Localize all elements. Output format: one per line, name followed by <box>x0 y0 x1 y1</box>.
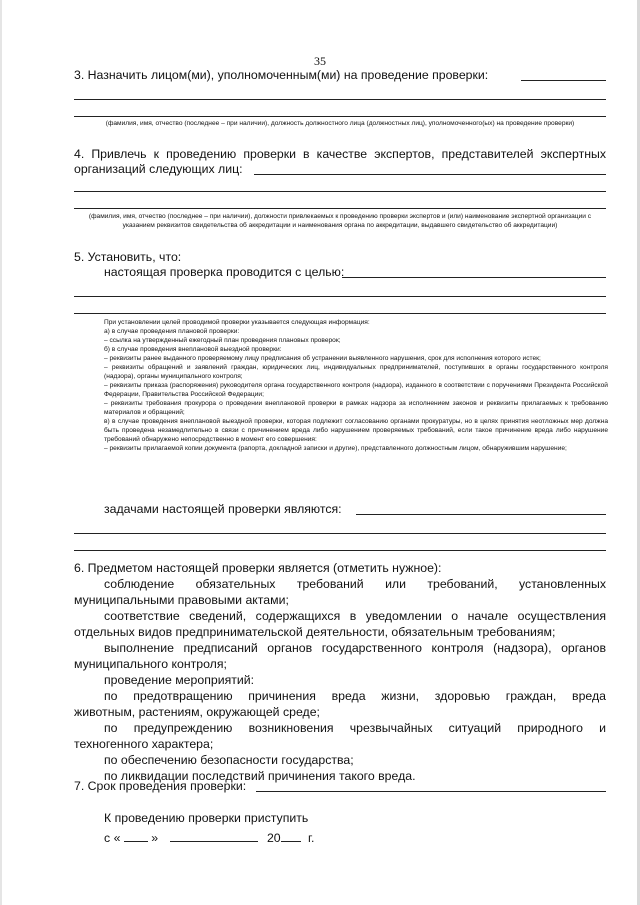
month-field[interactable] <box>170 830 258 842</box>
section-6-label: 6. Предметом настоящей проверки является (отметить нужное): <box>74 561 442 575</box>
start-label-text: К проведению проверки приступить <box>104 811 309 825</box>
section-3-caption: (фамилия, имя, отчество (последнее – при наличии), должность должностного лица (должностных лиц), уполномоченного(ых) на проведение проверки) <box>105 120 575 127</box>
section-4-caption: (фамилия, имя, отчество (последнее – при наличии), должности привлекаемых к проведению проверки экспертов и (или) наименование экспертной организации с указанием реквизитов свидетельства об аккредитации и наименования органа по аккредитации, выдавшего свидетельство об аккредитации) <box>88 213 592 229</box>
subject-item-3a[interactable]: выполнение предписаний органов государственного контроля (надзора), органов <box>104 641 606 655</box>
tasks-row <box>74 502 606 517</box>
section-3-line-3[interactable] <box>74 116 606 117</box>
goal-instructions-note <box>74 318 608 453</box>
date-open-quote: с « <box>104 831 121 845</box>
goal-line-2[interactable] <box>74 296 606 297</box>
subject-item-5a[interactable]: по предотвращению причинения вреда жизни, здоровью граждан, вреда <box>104 689 606 703</box>
section-4-line-1: 4. Привлечь к проведению проверки в качестве экспертов, представителей экспертных <box>74 147 606 161</box>
subject-item-1b: муниципальными правовыми актами; <box>74 593 289 607</box>
section-5-label: 5. Установить, что: <box>74 250 182 264</box>
subject-item-8[interactable]: по ликвидации последствий причинения такого вреда. <box>104 769 416 783</box>
section-3-line-2[interactable] <box>74 99 606 100</box>
duration-fill-line[interactable] <box>256 791 606 792</box>
subject-item-2a[interactable]: соответствие сведений, содержащихся в уведомлении о начале осуществления <box>104 609 606 623</box>
section-7-label: 7. Срок проведения проверки: <box>74 779 247 793</box>
tasks-fill-line[interactable] <box>356 514 606 515</box>
note-line: – ссылка на утвержденный ежегодный план проведения плановых проверок; <box>104 337 341 344</box>
page-number: 35 <box>314 54 326 68</box>
year-prefix: 20 <box>266 831 281 845</box>
tasks-label: задачами настоящей проверки являются: <box>104 502 342 516</box>
section-4-line-3[interactable] <box>74 208 606 209</box>
year-suffix: г. <box>308 831 315 845</box>
subject-item-6b: техногенного характера; <box>74 737 214 751</box>
section-4-heading-2 <box>74 162 606 177</box>
start-label <box>104 811 504 826</box>
section-7-row <box>74 779 606 794</box>
note-line: – реквизиты приказа (распоряжения) руководителя органа государственного контроля (надзора), изданного в соответствии с поручениями Президента Российской Федерации, Правительства Российской Федерации; <box>104 382 608 398</box>
goal-fill-line[interactable] <box>342 277 606 278</box>
subject-item-5b: животным, растениям, окружающей среде; <box>74 705 320 719</box>
note-line: – реквизиты прилагаемой копии документа (рапорта, докладной записки и другие), представленного должностным лицом, обнаружившим нарушение; <box>104 445 567 452</box>
note-line: в) в случае проведения внеплановой выездной проверки, которая подлежит согласованию органами прокуратуры, но в целях принятия неотложных мер должна быть проведена незамедлительно в связи с причинением вреда либо нарушением проверяемых требований, если такое причинение вреда либо нарушение требований обнаружено непосредственно в момент его совершения: <box>104 418 608 443</box>
date-close-quote: » <box>151 831 159 845</box>
scan-edge <box>0 0 2 905</box>
note-line: б) в случае проведения внеплановой выездной проверки: <box>104 346 282 353</box>
subject-item-1a[interactable]: соблюдение обязательных требований или требований, установленных <box>104 577 606 591</box>
note-line: – реквизиты требования прокурора о проведении внеплановой проверки в рамках надзора за исполнением законов и реквизиты прилагаемых к требованию материалов и обращений; <box>104 400 608 416</box>
subject-item-4[interactable]: проведение мероприятий: <box>104 673 255 687</box>
subject-item-7[interactable]: по обеспечению безопасности государства; <box>104 753 354 767</box>
day-field[interactable] <box>124 830 148 842</box>
note-line: а) в случае проведения плановой проверки: <box>104 328 240 335</box>
note-line: При установлении целей проводимой проверки указывается следующая информация: <box>104 319 370 326</box>
section-3-fill-line[interactable] <box>521 80 606 81</box>
subject-item-6a[interactable]: по предупреждению возникновения чрезвычайных ситуаций природного и <box>104 721 606 735</box>
section-5-goal-row <box>74 265 606 280</box>
start-date-row <box>104 830 504 846</box>
subject-item-3b: муниципального контроля; <box>74 657 227 671</box>
section-5-goal-label: настоящая проверка проводится с целью: <box>104 265 345 279</box>
goal-line-3[interactable] <box>74 313 606 314</box>
section-4-line-2[interactable] <box>74 191 606 192</box>
subject-item-2b: отдельных видов предпринимательской деятельности, обязательным требованиям; <box>74 625 556 639</box>
section-4-label: организаций следующих лиц: <box>74 162 243 176</box>
year-field[interactable] <box>281 830 301 842</box>
note-line: – реквизиты обращений и заявлений граждан, юридических лиц, индивидуальных предпринимателей, поступивших в органы государственного контроля (надзора), органы муниципального контроля; <box>104 364 608 380</box>
section-3-heading <box>74 68 606 83</box>
note-line: – реквизиты ранее выданного проверяемому лицу предписания об устранении выявленного нарушения, срок для исполнения которого истек; <box>104 355 541 362</box>
section-3-label: 3. Назначить лицом(ми), уполномоченным(ми) на проведение проверки: <box>74 68 489 82</box>
tasks-line-2[interactable] <box>74 533 606 534</box>
tasks-line-3[interactable] <box>74 550 606 551</box>
section-4-fill-line[interactable] <box>254 174 606 175</box>
